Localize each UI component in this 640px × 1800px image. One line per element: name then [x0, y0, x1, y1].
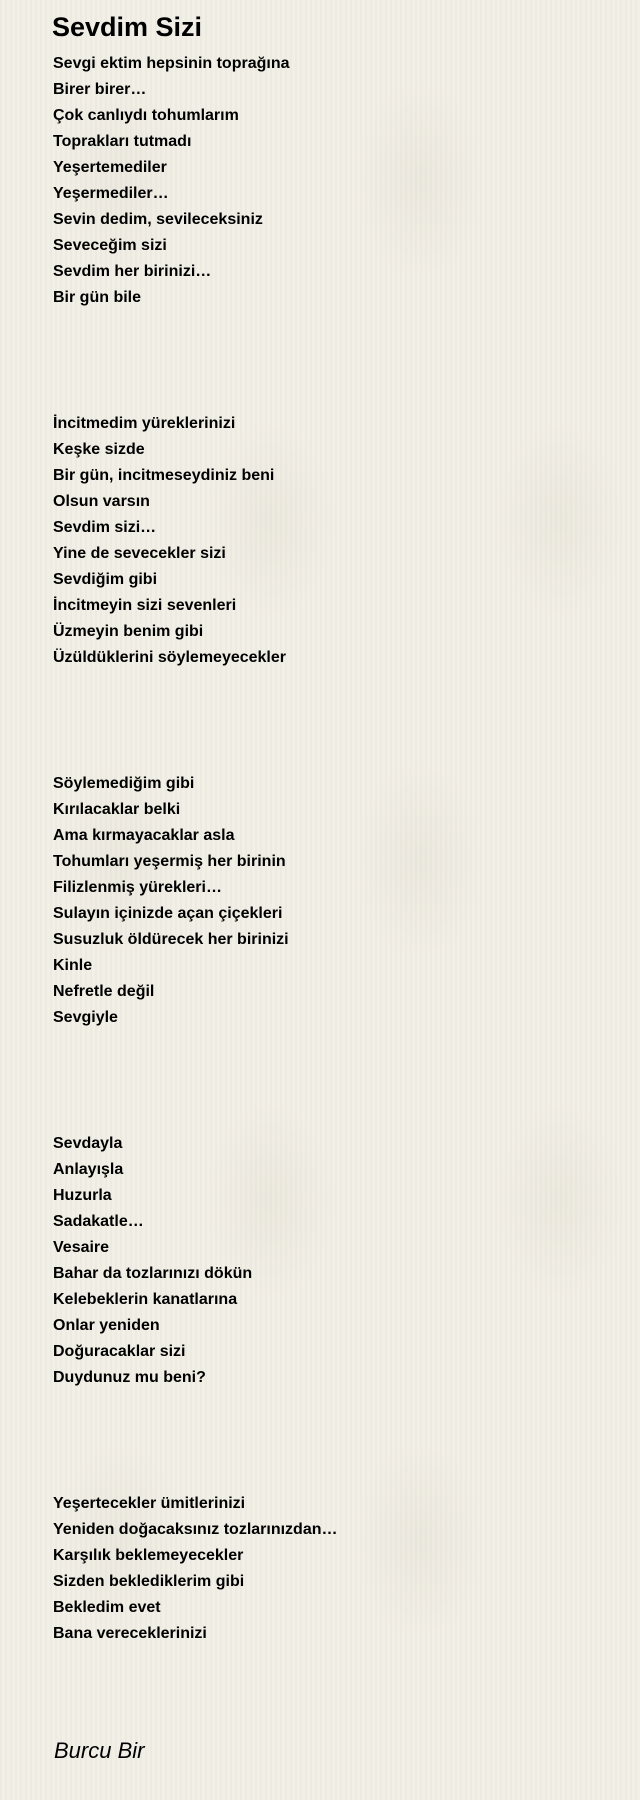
stanza-5	[53, 1491, 338, 1647]
poem-line: Nefretle değil	[53, 983, 155, 1000]
poem-line: Yeşertecekler ümitlerinizi	[53, 1495, 246, 1512]
poem-line: Seveceğim sizi	[53, 237, 167, 254]
poem-line: Tohumları yeşermiş her birinin	[53, 853, 286, 870]
poem-line: Bir gün bile	[53, 289, 141, 306]
poem-line: Keşke sizde	[53, 441, 145, 458]
poem-line: Yeşermediler…	[53, 185, 169, 202]
poem-line: Bekledim evet	[53, 1599, 161, 1616]
poem-line: Sevdiğim gibi	[53, 571, 158, 588]
poem-line: Üzüldüklerini söylemeyecekler	[53, 649, 286, 666]
poem-line: Sulayın içinizde açan çiçekleri	[53, 905, 283, 922]
poem-line: Kırılacaklar belki	[53, 801, 181, 818]
poem-line: Sevdim her birinizi…	[53, 263, 212, 280]
poem-line: Olsun varsın	[53, 493, 150, 510]
poem-line: İncitmedim yüreklerinizi	[53, 415, 236, 432]
poem-line: Söylemediğim gibi	[53, 775, 195, 792]
poem-line: Sevgi ektim hepsinin toprağına	[53, 55, 290, 72]
poem-line: Bir gün, incitmeseydiniz beni	[53, 467, 275, 484]
poem-line: Susuzluk öldürecek her birinizi	[53, 931, 289, 948]
poem-line: Bahar da tozlarınızı dökün	[53, 1265, 253, 1282]
poem-title: Sevdim Sizi	[52, 12, 203, 42]
poem-line: Kinle	[53, 957, 93, 974]
poem-line: Anlayışla	[53, 1161, 124, 1178]
poem-line: Sevgiyle	[53, 1009, 118, 1026]
poem-line: Sevin dedim, sevileceksiniz	[53, 211, 263, 228]
poem-line: Duydunuz mu beni?	[53, 1369, 206, 1386]
poem-line: Kelebeklerin kanatlarına	[53, 1291, 238, 1308]
poem-line: Filizlenmiş yürekleri…	[53, 879, 222, 896]
stanza-1	[53, 51, 290, 311]
poem-line: İncitmeyin sizi sevenleri	[53, 597, 237, 614]
stanza-2	[53, 411, 286, 671]
poem-line: Yeniden doğacaksınız tozlarınızdan…	[53, 1521, 338, 1538]
poem-line: Üzmeyin benim gibi	[53, 623, 204, 640]
poem-line: Sizden beklediklerim gibi	[53, 1573, 245, 1590]
poem-line: Sevdim sizi…	[53, 519, 157, 536]
poem-line: Karşılık beklemeyecekler	[53, 1547, 244, 1564]
poem-line: Bana vereceklerinizi	[53, 1625, 207, 1642]
poem-line: Toprakları tutmadı	[53, 133, 192, 150]
poem-line: Vesaire	[53, 1239, 110, 1256]
stanza-3	[53, 771, 289, 1031]
poem-line: Sevdayla	[53, 1135, 123, 1152]
poem-author: Burcu Bir	[54, 1738, 145, 1763]
poem-line: Yeşertemediler	[53, 159, 167, 176]
poem-line: Ama kırmayacaklar asla	[53, 827, 235, 844]
poem-line: Yine de sevecekler sizi	[53, 545, 226, 562]
stanza-4	[53, 1131, 252, 1391]
poem-line: Onlar yeniden	[53, 1317, 160, 1334]
poem-line: Sadakatle…	[53, 1213, 144, 1230]
poem-line: Huzurla	[53, 1187, 112, 1204]
poem-line: Doğuracaklar sizi	[53, 1343, 186, 1360]
poem-line: Birer birer…	[53, 81, 147, 98]
poem-line: Çok canlıydı tohumlarım	[53, 107, 239, 124]
